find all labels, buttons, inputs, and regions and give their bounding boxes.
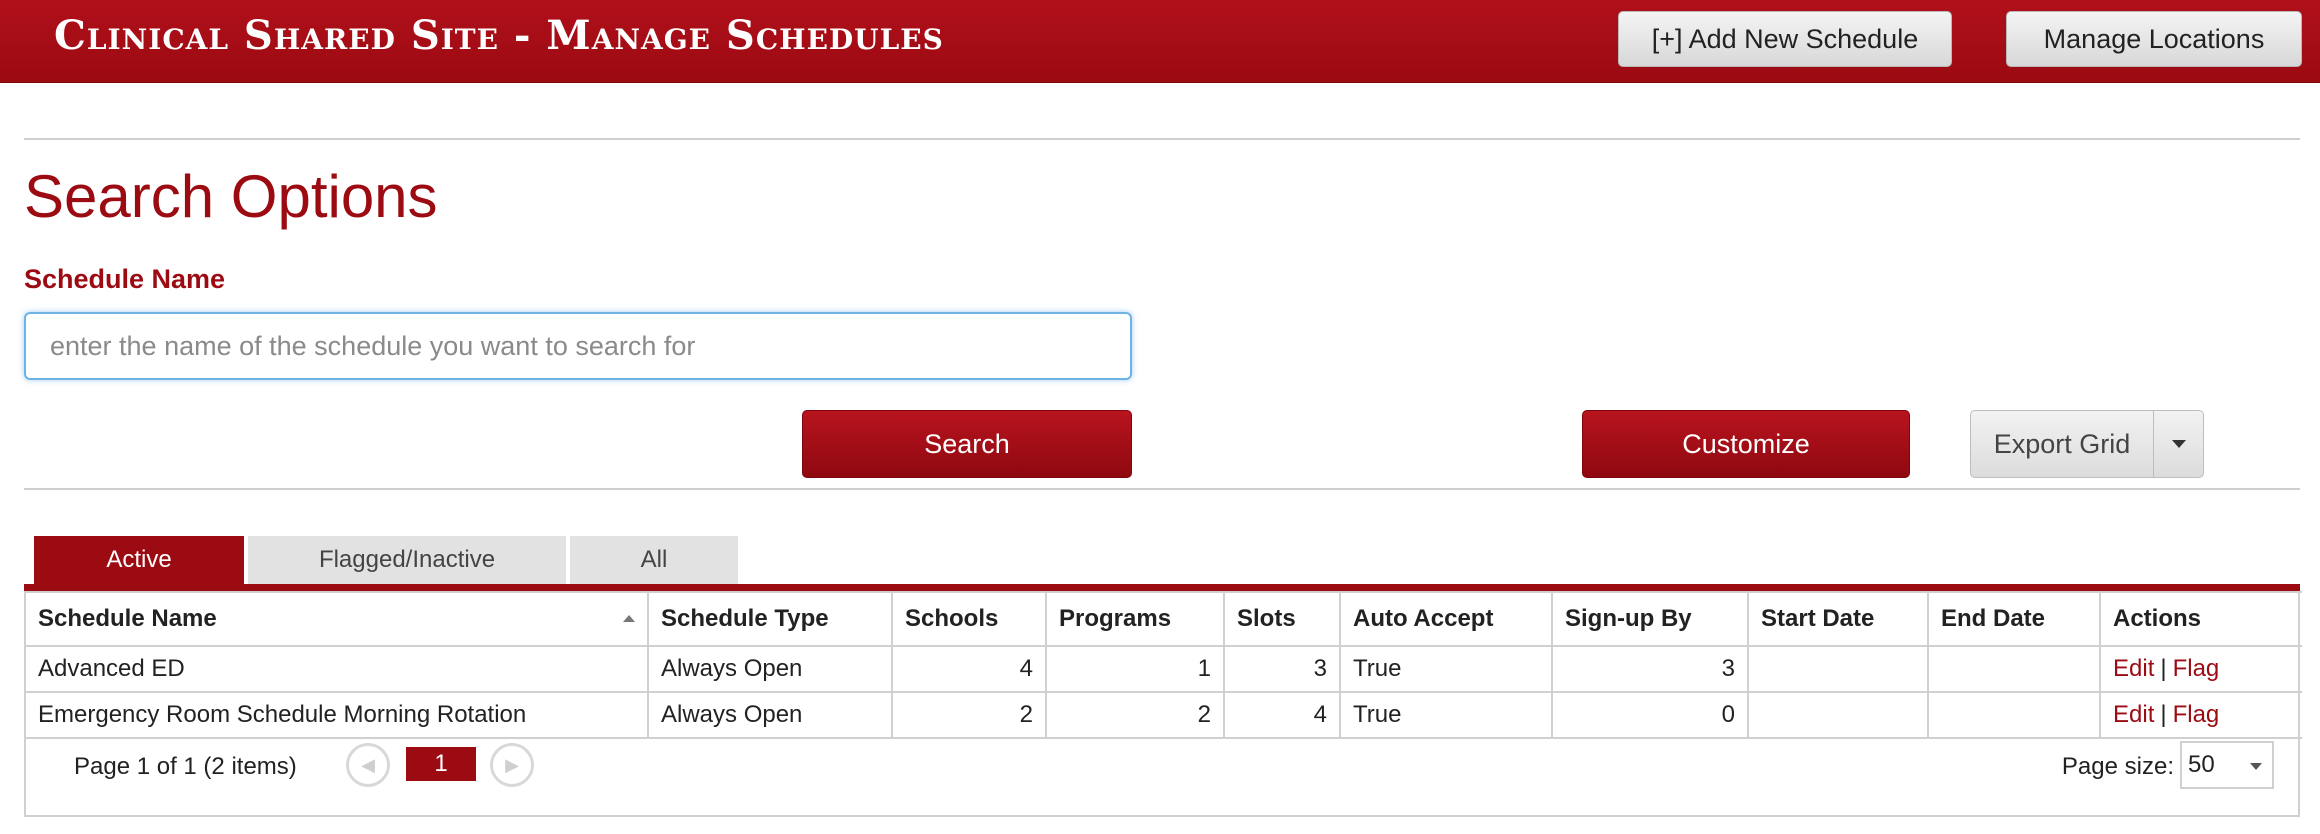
page-size-label: Page size: <box>2061 753 2174 780</box>
page-size-value: 50 <box>2188 751 2215 778</box>
divider <box>24 488 2300 490</box>
cell-schools: 2 <box>892 692 1046 738</box>
column-header-actions: Actions <box>2100 592 2302 646</box>
schedules-grid <box>24 591 2300 817</box>
divider <box>24 138 2300 140</box>
grid-pager <box>26 731 2298 811</box>
cell-schedule-name: Advanced ED <box>26 646 648 692</box>
chevron-left-icon: ◀ <box>361 754 375 775</box>
cell-schedule-type: Always Open <box>648 646 892 692</box>
manage-locations-button[interactable]: Manage Locations <box>2006 11 2302 67</box>
flag-link[interactable]: Flag <box>2172 701 2220 728</box>
page-size-select[interactable] <box>2180 741 2274 789</box>
cell-slots: 3 <box>1224 646 1340 692</box>
column-header-end-date[interactable]: End Date <box>1928 592 2100 646</box>
column-header-slots[interactable]: Slots <box>1224 592 1340 646</box>
flag-link[interactable]: Flag <box>2172 655 2220 682</box>
tab-active[interactable]: Active <box>34 536 244 584</box>
header-bar <box>0 0 2320 83</box>
status-tabs <box>34 536 742 584</box>
previous-page-button[interactable] <box>346 743 390 787</box>
column-header-schedule-name[interactable]: Schedule Name <box>26 592 648 646</box>
schedule-name-label: Schedule Name <box>24 264 226 294</box>
table-header-row <box>26 592 2302 646</box>
cell-auto-accept: True <box>1340 646 1552 692</box>
cell-schedule-name: Emergency Room Schedule Morning Rotation <box>26 692 648 738</box>
column-header-auto-accept[interactable]: Auto Accept <box>1340 592 1552 646</box>
edit-link[interactable]: Edit <box>2113 701 2155 728</box>
cell-programs: 2 <box>1046 692 1224 738</box>
export-grid-split-button <box>1970 410 2204 478</box>
column-header-programs[interactable]: Programs <box>1046 592 1224 646</box>
cell-signup-by: 3 <box>1552 646 1748 692</box>
page-title: Clinical Shared Site - Manage Schedules <box>54 12 944 59</box>
cell-auto-accept: True <box>1340 692 1552 738</box>
export-grid-button[interactable]: Export Grid <box>1971 411 2154 477</box>
export-options-dropdown[interactable] <box>2154 411 2203 477</box>
column-header-schedule-type[interactable]: Schedule Type <box>648 592 892 646</box>
cell-end-date <box>1928 646 2100 692</box>
cell-schedule-type: Always Open <box>648 692 892 738</box>
schedule-name-search-input[interactable] <box>24 312 1132 380</box>
column-header-start-date[interactable]: Start Date <box>1748 592 1928 646</box>
page-number-button[interactable]: 1 <box>406 747 476 781</box>
table-row <box>26 646 2302 692</box>
search-button[interactable]: Search <box>802 410 1132 478</box>
chevron-down-icon <box>2172 440 2186 448</box>
edit-link[interactable]: Edit <box>2113 655 2155 682</box>
tab-flagged-inactive[interactable]: Flagged/Inactive <box>248 536 566 584</box>
cell-slots: 4 <box>1224 692 1340 738</box>
sort-ascending-icon <box>623 615 635 622</box>
cell-schools: 4 <box>892 646 1046 692</box>
cell-actions <box>2100 646 2302 692</box>
tab-underline <box>24 584 2300 591</box>
column-header-signup-by[interactable]: Sign-up By <box>1552 592 1748 646</box>
next-page-button[interactable] <box>490 743 534 787</box>
action-separator: | <box>2160 655 2167 682</box>
add-new-schedule-button[interactable]: [+] Add New Schedule <box>1618 11 1952 67</box>
schedules-table <box>26 591 2302 739</box>
cell-signup-by: 0 <box>1552 692 1748 738</box>
cell-programs: 1 <box>1046 646 1224 692</box>
customize-button[interactable]: Customize <box>1582 410 1910 478</box>
chevron-down-icon <box>2250 763 2262 770</box>
search-options-heading: Search Options <box>24 163 438 230</box>
tab-all[interactable]: All <box>570 536 738 584</box>
cell-start-date <box>1748 646 1928 692</box>
action-separator: | <box>2160 701 2167 728</box>
pager-summary: Page 1 of 1 (2 items) <box>74 753 297 780</box>
chevron-right-icon: ▶ <box>505 754 519 775</box>
column-header-schools[interactable]: Schools <box>892 592 1046 646</box>
